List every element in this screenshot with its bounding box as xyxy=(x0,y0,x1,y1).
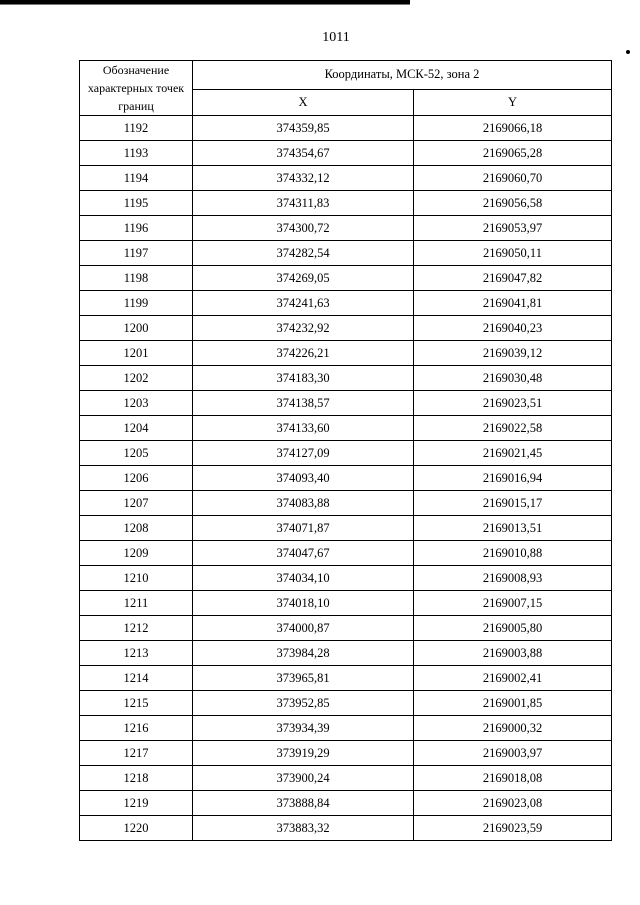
cell-point: 1195 xyxy=(80,191,193,216)
cell-point: 1198 xyxy=(80,266,193,291)
cell-y: 2169005,80 xyxy=(414,616,612,641)
cell-point: 1192 xyxy=(80,116,193,141)
cell-y: 2169060,70 xyxy=(414,166,612,191)
cell-x: 374047,67 xyxy=(193,541,414,566)
cell-point: 1207 xyxy=(80,491,193,516)
cell-x: 374127,09 xyxy=(193,441,414,466)
cell-y: 2169023,51 xyxy=(414,391,612,416)
cell-point: 1218 xyxy=(80,766,193,791)
cell-point: 1213 xyxy=(80,641,193,666)
cell-x: 374034,10 xyxy=(193,566,414,591)
table-row xyxy=(80,491,612,516)
cell-x: 374133,60 xyxy=(193,416,414,441)
cell-y: 2169021,45 xyxy=(414,441,612,466)
table-row xyxy=(80,691,612,716)
table-row xyxy=(80,466,612,491)
cell-x: 373900,24 xyxy=(193,766,414,791)
cell-point: 1197 xyxy=(80,241,193,266)
table-row xyxy=(80,566,612,591)
cell-y: 2169023,08 xyxy=(414,791,612,816)
table-row xyxy=(80,616,612,641)
table-row xyxy=(80,266,612,291)
cell-x: 374300,72 xyxy=(193,216,414,241)
cell-y: 2169003,97 xyxy=(414,741,612,766)
table-row xyxy=(80,166,612,191)
table-row xyxy=(80,366,612,391)
cell-y: 2169041,81 xyxy=(414,291,612,316)
cell-point: 1203 xyxy=(80,391,193,416)
cell-x: 374241,63 xyxy=(193,291,414,316)
cell-y: 2169007,15 xyxy=(414,591,612,616)
table-row xyxy=(80,816,612,841)
cell-x: 374354,67 xyxy=(193,141,414,166)
cell-x: 374226,21 xyxy=(193,341,414,366)
cell-point: 1194 xyxy=(80,166,193,191)
cell-y: 2169050,11 xyxy=(414,241,612,266)
cell-y: 2169030,48 xyxy=(414,366,612,391)
cell-point: 1202 xyxy=(80,366,193,391)
cell-y: 2169056,58 xyxy=(414,191,612,216)
cell-point: 1200 xyxy=(80,316,193,341)
cell-y: 2169022,58 xyxy=(414,416,612,441)
header-coordinate-system: Координаты, МСК-52, зона 2 xyxy=(193,61,612,90)
cell-x: 373934,39 xyxy=(193,716,414,741)
cell-point: 1205 xyxy=(80,441,193,466)
table-row xyxy=(80,416,612,441)
cell-y: 2169018,08 xyxy=(414,766,612,791)
page-number: 1011 xyxy=(322,30,350,45)
header-y: Y xyxy=(414,89,612,115)
cell-x: 374093,40 xyxy=(193,466,414,491)
cell-x: 374332,12 xyxy=(193,166,414,191)
cell-x: 374359,85 xyxy=(193,116,414,141)
cell-point: 1211 xyxy=(80,591,193,616)
cell-point: 1215 xyxy=(80,691,193,716)
cell-x: 373883,32 xyxy=(193,816,414,841)
table-row xyxy=(80,516,612,541)
cell-point: 1220 xyxy=(80,816,193,841)
cell-point: 1206 xyxy=(80,466,193,491)
cell-y: 2169065,28 xyxy=(414,141,612,166)
cell-point: 1216 xyxy=(80,716,193,741)
scan-speck xyxy=(626,50,630,54)
cell-point: 1201 xyxy=(80,341,193,366)
coordinates-table xyxy=(79,60,612,841)
table-body xyxy=(80,116,612,841)
cell-point: 1219 xyxy=(80,791,193,816)
cell-y: 2169053,97 xyxy=(414,216,612,241)
cell-x: 374000,87 xyxy=(193,616,414,641)
cell-point: 1208 xyxy=(80,516,193,541)
cell-point: 1193 xyxy=(80,141,193,166)
cell-y: 2169008,93 xyxy=(414,566,612,591)
cell-point: 1204 xyxy=(80,416,193,441)
cell-y: 2169015,17 xyxy=(414,491,612,516)
table-row xyxy=(80,441,612,466)
table-row xyxy=(80,641,612,666)
cell-x: 373888,84 xyxy=(193,791,414,816)
table-row xyxy=(80,541,612,566)
cell-y: 2169002,41 xyxy=(414,666,612,691)
cell-x: 374071,87 xyxy=(193,516,414,541)
cell-x: 374138,57 xyxy=(193,391,414,416)
cell-point: 1212 xyxy=(80,616,193,641)
table-row xyxy=(80,791,612,816)
table-row xyxy=(80,716,612,741)
cell-y: 2169016,94 xyxy=(414,466,612,491)
cell-point: 1199 xyxy=(80,291,193,316)
cell-x: 374083,88 xyxy=(193,491,414,516)
cell-x: 374183,30 xyxy=(193,366,414,391)
cell-point: 1217 xyxy=(80,741,193,766)
cell-x: 374018,10 xyxy=(193,591,414,616)
cell-y: 2169047,82 xyxy=(414,266,612,291)
table-row xyxy=(80,666,612,691)
cell-x: 374232,92 xyxy=(193,316,414,341)
scan-top-rule-thin xyxy=(0,4,410,5)
table-row xyxy=(80,191,612,216)
table-row xyxy=(80,316,612,341)
table-row xyxy=(80,591,612,616)
cell-y: 2169001,85 xyxy=(414,691,612,716)
cell-y: 2169013,51 xyxy=(414,516,612,541)
cell-x: 374311,83 xyxy=(193,191,414,216)
cell-x: 374282,54 xyxy=(193,241,414,266)
cell-point: 1214 xyxy=(80,666,193,691)
table-row xyxy=(80,741,612,766)
table-row xyxy=(80,391,612,416)
table-row xyxy=(80,216,612,241)
table-row xyxy=(80,141,612,166)
table-row xyxy=(80,341,612,366)
cell-y: 2169010,88 xyxy=(414,541,612,566)
cell-x: 373984,28 xyxy=(193,641,414,666)
cell-y: 2169040,23 xyxy=(414,316,612,341)
cell-point: 1209 xyxy=(80,541,193,566)
cell-x: 373919,29 xyxy=(193,741,414,766)
header-point-designation: Обозначение характерных точек границ xyxy=(80,61,193,116)
cell-y: 2169023,59 xyxy=(414,816,612,841)
cell-x: 373952,85 xyxy=(193,691,414,716)
header-x: X xyxy=(193,89,414,115)
cell-point: 1210 xyxy=(80,566,193,591)
cell-y: 2169039,12 xyxy=(414,341,612,366)
cell-x: 374269,05 xyxy=(193,266,414,291)
table-row xyxy=(80,116,612,141)
cell-x: 373965,81 xyxy=(193,666,414,691)
cell-y: 2169003,88 xyxy=(414,641,612,666)
cell-y: 2169000,32 xyxy=(414,716,612,741)
cell-point: 1196 xyxy=(80,216,193,241)
table-row xyxy=(80,291,612,316)
table-row xyxy=(80,241,612,266)
cell-y: 2169066,18 xyxy=(414,116,612,141)
table-row xyxy=(80,766,612,791)
